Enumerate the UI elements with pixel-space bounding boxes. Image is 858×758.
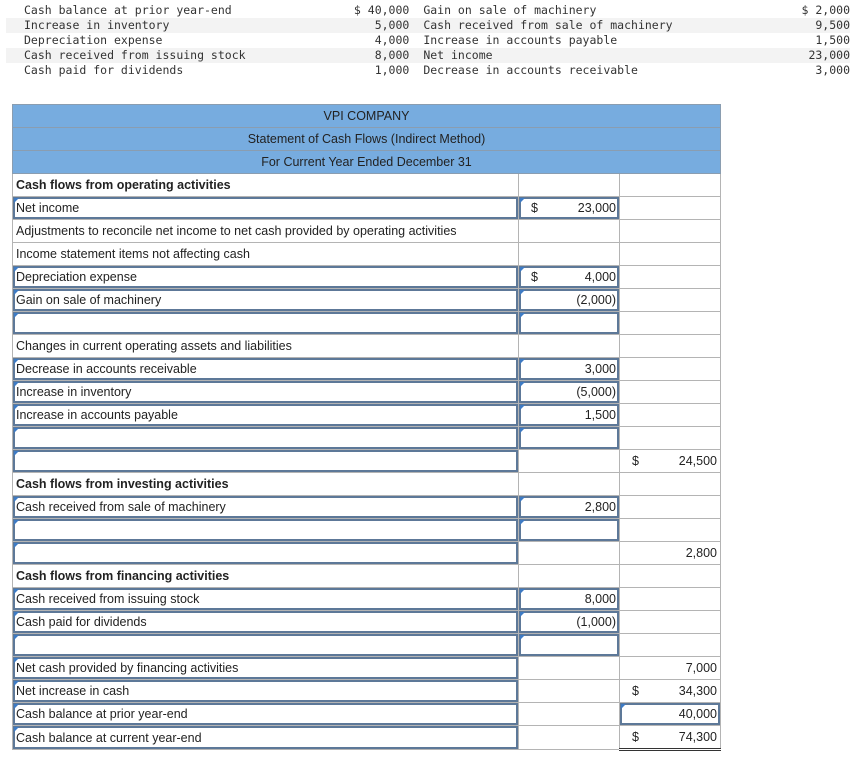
given-row xyxy=(6,3,850,18)
amount-value: (5,000) xyxy=(576,385,616,399)
amount-value: 2,800 xyxy=(584,500,616,514)
amount-cell[interactable] xyxy=(519,634,620,657)
amount-cell[interactable] xyxy=(519,588,620,611)
line-item-input[interactable] xyxy=(13,450,519,473)
statement-row xyxy=(13,289,721,312)
statement-row xyxy=(13,519,721,542)
dollar-sign: $ xyxy=(632,684,639,698)
section-label: Income statement items not affecting cash xyxy=(13,243,519,266)
statement-row xyxy=(13,427,721,450)
amount-cell xyxy=(519,450,620,473)
statement-row xyxy=(13,588,721,611)
amount-cell[interactable] xyxy=(519,427,620,450)
total-cell xyxy=(620,220,721,243)
given-label: Depreciation expense xyxy=(24,33,163,47)
line-item-input[interactable]: Cash paid for dividends xyxy=(13,611,519,634)
given-label: Cash balance at prior year-end xyxy=(24,3,232,17)
cash-flow-statement xyxy=(12,104,721,751)
statement-row xyxy=(13,703,721,726)
section-label: Changes in current operating assets and liabilities xyxy=(13,335,519,358)
total-cell xyxy=(620,588,721,611)
statement-period: For Current Year Ended December 31 xyxy=(13,151,721,174)
total-cell xyxy=(620,680,721,703)
given-data-list xyxy=(6,3,850,78)
amount-cell[interactable] xyxy=(519,312,620,335)
total-cell xyxy=(620,450,721,473)
amount-value: 24,500 xyxy=(678,454,717,468)
line-item-input[interactable] xyxy=(13,634,519,657)
given-value: 9,500 xyxy=(815,18,850,32)
statement-row xyxy=(13,197,721,220)
statement-row xyxy=(13,220,721,243)
total-cell xyxy=(620,174,721,197)
total-cell xyxy=(620,404,721,427)
statement-row xyxy=(13,174,721,197)
amount-value: 40,000 xyxy=(678,707,717,721)
dollar-sign: $ xyxy=(632,454,639,468)
amount-cell[interactable] xyxy=(519,289,620,312)
total-cell xyxy=(620,289,721,312)
total-cell xyxy=(620,427,721,450)
dollar-sign: $ xyxy=(632,730,639,744)
amount-cell[interactable] xyxy=(519,611,620,634)
statement-title: Statement of Cash Flows (Indirect Method) xyxy=(13,128,721,151)
amount-cell xyxy=(519,473,620,496)
amount-value: (2,000) xyxy=(576,293,616,307)
company-name: VPI COMPANY xyxy=(13,105,721,128)
line-item-input[interactable]: Decrease in accounts receivable xyxy=(13,358,519,381)
amount-cell xyxy=(519,335,620,358)
given-value: $ 40,000 xyxy=(353,3,410,17)
statement-row xyxy=(13,312,721,335)
line-item-input[interactable]: Net cash provided by financing activities xyxy=(13,657,519,680)
amount-cell xyxy=(519,726,620,750)
amount-value: (1,000) xyxy=(576,615,616,629)
total-cell xyxy=(620,473,721,496)
total-cell xyxy=(620,496,721,519)
given-value: 1,000 xyxy=(374,63,410,77)
amount-cell[interactable] xyxy=(519,197,620,220)
statement-row xyxy=(13,542,721,565)
amount-value: 3,000 xyxy=(584,362,616,376)
statement-row xyxy=(13,611,721,634)
total-cell xyxy=(620,358,721,381)
line-item-input[interactable]: Increase in inventory xyxy=(13,381,519,404)
amount-value: 2,800 xyxy=(685,546,717,560)
given-value: 23,000 xyxy=(808,48,850,62)
dollar-sign: $ xyxy=(531,270,538,284)
given-value: 8,000 xyxy=(374,48,410,62)
total-cell xyxy=(620,381,721,404)
line-item-input[interactable]: Net income xyxy=(13,197,519,220)
statement-row xyxy=(13,473,721,496)
given-value: $ 2,000 xyxy=(801,3,850,17)
amount-value: 74,300 xyxy=(678,730,717,744)
given-label: Increase in inventory xyxy=(24,18,170,32)
given-value: 5,000 xyxy=(374,18,410,32)
amount-cell xyxy=(519,220,620,243)
total-cell[interactable] xyxy=(620,703,721,726)
amount-cell[interactable] xyxy=(519,381,620,404)
given-label: Cash received from issuing stock xyxy=(24,48,246,62)
line-item-input[interactable] xyxy=(13,312,519,335)
total-cell xyxy=(620,634,721,657)
line-item-input[interactable]: Net increase in cash xyxy=(13,680,519,703)
statement-row xyxy=(13,335,721,358)
given-label: Net income xyxy=(423,48,493,62)
given-row xyxy=(6,63,850,78)
line-item-input[interactable]: Cash balance at prior year-end xyxy=(13,703,519,726)
line-item-input[interactable] xyxy=(13,542,519,565)
total-cell xyxy=(620,197,721,220)
amount-cell[interactable] xyxy=(519,519,620,542)
line-item-input[interactable]: Cash balance at current year-end xyxy=(13,726,519,750)
dollar-sign: $ xyxy=(531,201,538,215)
given-label: Cash paid for dividends xyxy=(24,63,184,77)
line-item-input[interactable]: Depreciation expense xyxy=(13,266,519,289)
amount-value: 7,000 xyxy=(685,661,717,675)
given-label: Decrease in accounts receivable xyxy=(423,63,638,77)
section-label: Cash flows from investing activities xyxy=(13,473,519,496)
amount-value: 34,300 xyxy=(678,684,717,698)
statement-row xyxy=(13,634,721,657)
statement-row xyxy=(13,243,721,266)
amount-cell xyxy=(519,703,620,726)
amount-value: 23,000 xyxy=(577,201,616,215)
given-row xyxy=(6,18,850,33)
section-label: Cash flows from financing activities xyxy=(13,565,519,588)
given-label: Increase in accounts payable xyxy=(423,33,618,47)
total-cell xyxy=(620,335,721,358)
statement-row xyxy=(13,565,721,588)
amount-cell xyxy=(519,243,620,266)
given-value: 3,000 xyxy=(815,63,850,77)
amount-cell xyxy=(519,657,620,680)
line-item-input[interactable] xyxy=(13,519,519,542)
amount-cell xyxy=(519,680,620,703)
amount-value: 8,000 xyxy=(584,592,616,606)
statement-row xyxy=(13,657,721,680)
line-item-input[interactable]: Gain on sale of machinery xyxy=(13,289,519,312)
statement-row xyxy=(13,404,721,427)
given-label: Cash received from sale of machinery xyxy=(423,18,673,32)
amount-value: 1,500 xyxy=(584,408,616,422)
statement-row xyxy=(13,450,721,473)
statement-row xyxy=(13,358,721,381)
statement-row xyxy=(13,680,721,703)
section-label: Adjustments to reconcile net income to net cash provided by operating activities xyxy=(13,220,519,243)
total-cell xyxy=(620,312,721,335)
given-value: 1,500 xyxy=(815,33,850,47)
amount-cell[interactable] xyxy=(519,266,620,289)
given-row xyxy=(6,48,850,63)
given-label: Gain on sale of machinery xyxy=(423,3,597,17)
given-value: 4,000 xyxy=(374,33,410,47)
amount-cell xyxy=(519,565,620,588)
total-cell xyxy=(620,243,721,266)
statement-row xyxy=(13,266,721,289)
section-label: Cash flows from operating activities xyxy=(13,174,519,197)
amount-cell[interactable] xyxy=(519,358,620,381)
line-item-input[interactable]: Increase in accounts payable xyxy=(13,404,519,427)
statement-row xyxy=(13,381,721,404)
total-cell xyxy=(620,565,721,588)
amount-cell[interactable] xyxy=(519,496,620,519)
total-cell xyxy=(620,657,721,680)
amount-cell xyxy=(519,174,620,197)
line-item-input[interactable]: Cash received from sale of machinery xyxy=(13,496,519,519)
amount-cell[interactable] xyxy=(519,404,620,427)
statement-row xyxy=(13,726,721,750)
total-cell xyxy=(620,266,721,289)
amount-cell xyxy=(519,542,620,565)
statement-row xyxy=(13,496,721,519)
total-cell xyxy=(620,519,721,542)
amount-value: 4,000 xyxy=(584,270,616,284)
line-item-input[interactable] xyxy=(13,427,519,450)
total-cell xyxy=(620,611,721,634)
total-cell xyxy=(620,726,721,750)
given-row xyxy=(6,33,850,48)
total-cell xyxy=(620,542,721,565)
line-item-input[interactable]: Cash received from issuing stock xyxy=(13,588,519,611)
